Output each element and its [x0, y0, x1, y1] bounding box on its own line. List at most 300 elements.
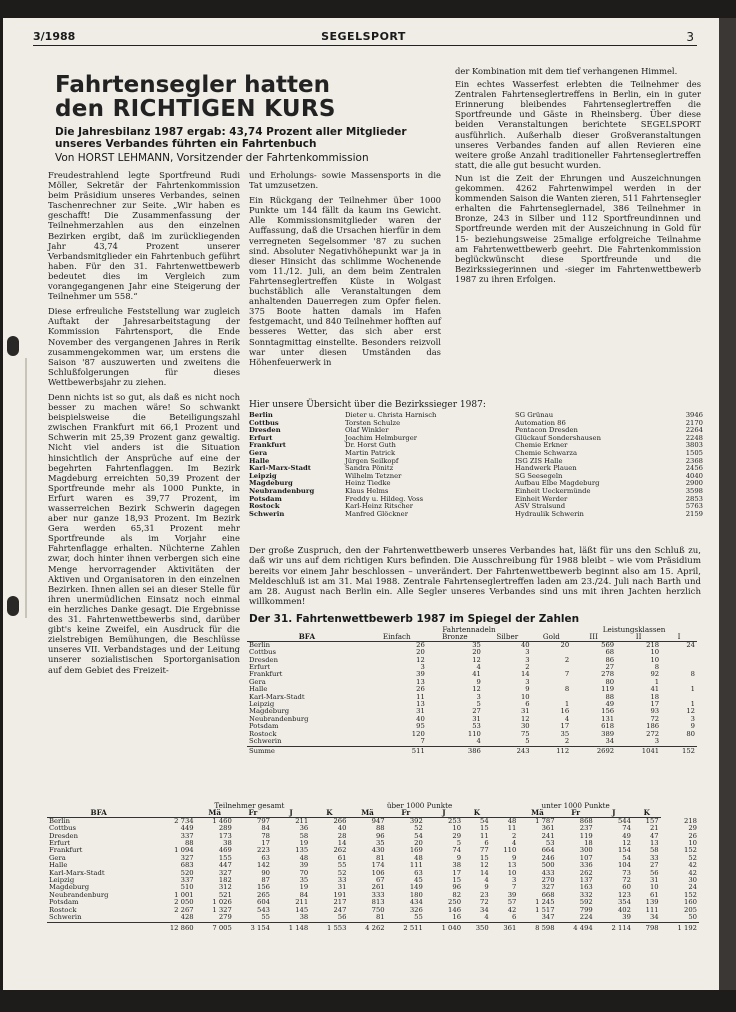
- table-cell: 156: [601, 707, 615, 716]
- table-cell: 798: [633, 922, 661, 932]
- winner-bezirk: Gera: [249, 448, 268, 457]
- table-cell: 87: [261, 876, 271, 885]
- table-cell: 347: [541, 913, 555, 922]
- table-cell: 799: [579, 905, 593, 914]
- table-row: [247, 694, 697, 701]
- table-cell: 247: [333, 905, 347, 914]
- table-cell: 5: [456, 839, 462, 848]
- table-cell: 668: [541, 890, 555, 899]
- table-cell: 40: [416, 714, 425, 723]
- table-sum-row: [247, 746, 697, 755]
- winner-bezirk: Halle: [249, 456, 270, 465]
- table-cell: 15: [480, 824, 489, 833]
- paragraph: Nun ist die Zeit der Ehrungen und Auszeichnungen gekommen. 4262 Fahrtenwimpel werden in der kommenden Saison die Wanten zieren, 511 Fahrtensegler erhalten die Fahrtenseglernadel, 386 Teilnehmer in Bronze, 243 in Silber und 112 Sportfreundinnen und Sportfreunde werden mit der Auszeichnung in Gold für 15- beziehungsweise 25malige erfolgreiche Teilnahme am Fahrtenwettbewerb geehrt. Die Fahrtenkommission beglückwünscht diese Sportfreunde und die Bezirkssiegerinnen und -sieger im Fahrtenwettbewerb 1987 zu ihren Erfolgen.: [455, 172, 701, 284]
- table-cell: 12: [520, 714, 530, 723]
- table-row: [47, 907, 699, 914]
- table-cell: 592: [579, 898, 593, 907]
- winner-name: Wilhelm Tetzner: [345, 471, 402, 480]
- table-cell: 868: [579, 816, 593, 825]
- table-cell: 33: [337, 876, 347, 885]
- table-cell: 107: [579, 853, 593, 862]
- table-group-cell: Leistungsklassen: [602, 625, 666, 634]
- table-row: [47, 817, 699, 825]
- winner-bezirk: Neubrandenburg: [249, 486, 315, 495]
- table-cell: 49: [605, 700, 615, 709]
- table-cell: Erfurt: [249, 663, 271, 672]
- table-cell: 53: [472, 722, 481, 731]
- table-cell: 3: [512, 876, 517, 885]
- table-cell: 2 734: [174, 816, 194, 825]
- table-cell: 270: [541, 876, 555, 885]
- table-cell: 119: [601, 685, 615, 694]
- table-cell: 30: [688, 876, 697, 885]
- table-cell: 84: [299, 890, 309, 899]
- paragraph: der Kombination mit dem tief verhangenen Himmel.: [455, 66, 678, 76]
- table-cell: 31: [416, 707, 425, 716]
- paragraph: Denn nichts ist so gut, als daß es nicht noch besser zu machen wäre! So schwankt beispielsweise die Beteiligungszahl zwischen Frankfurt mit 66,1 Prozent und Schwerin mit 25,39 Prozent ganz gewaltig. Nicht viel anders ist die Situation hinsichtlich der Ansprüche auf eine der begehrten Fahrtenflaggen. Im Bezirk Magdeburg erreichten 50,39 Prozent der Sportfreunde mehr als 1000 Punkte, in Erfurt waren es 39,77 Prozent, im wasserreichen Bezirk Schwerin dagegen aber nur ganze 18,93 Prozent. Im Bezirk Gera werden 65,31 Prozent mehr Sportfreunde als im Vorjahr eine Fahrtenflagge erhalten. Nüchterne Zahlen zwar, doch hinter ihnen verbergen sich eine Menge hervorragender Aktivitäten der Aktiven und Organisatoren in den einzelnen Bezirken. Ihnen allen sei an dieser Stelle für ihren unermüdlichen Einsatz noch einmal ein herzliches Danke gesagt. Die Ergebnisse des 31. Fahrtenwettbewerbs sind, darüber gibt's keine Zweifel, ein Ausdruck für die zielstrebigen Bemühungen, die Beschlüsse unseres VII. Verbandstages und der Leitung unserer sozialistischen Sportorganisation auf dem Gebiet des Freizeit-: [48, 391, 240, 675]
- table-cell: 96: [452, 883, 462, 892]
- table-cell: 569: [601, 640, 615, 649]
- winner-club: ASV Stralsund: [515, 502, 566, 511]
- table-cell: 81: [375, 913, 385, 922]
- table-cell: 278: [601, 670, 615, 679]
- table-cell: [661, 649, 697, 656]
- table-cell: 47: [649, 831, 659, 840]
- table-header-cell: K: [310, 809, 348, 817]
- winner-row: [249, 442, 703, 450]
- awards-table: [247, 626, 697, 755]
- table-header-cell: I: [661, 633, 697, 641]
- table-cell: 12: [686, 707, 695, 716]
- winner-points: 2159: [685, 509, 703, 518]
- table-cell: 1 553: [310, 922, 348, 932]
- table-cell: 237: [579, 824, 593, 833]
- table-cell: 12: [416, 655, 425, 664]
- table-cell: 2 511: [387, 922, 425, 932]
- table-cell: Schwerin: [249, 737, 282, 746]
- winner-points: 3946: [685, 411, 703, 419]
- table-cell: 4: [512, 839, 517, 848]
- table-cell: 217: [333, 898, 347, 907]
- table-cell: 27: [472, 707, 481, 716]
- winner-name: Klaus Helms: [345, 486, 389, 495]
- table-cell: 36: [299, 824, 309, 833]
- table-cell: 434: [409, 898, 423, 907]
- table-cell: 21: [649, 824, 659, 833]
- table-cell: 186: [646, 722, 660, 731]
- byline: Von HORST LEHMANN, Vorsitzender der Fahrtenkommission: [55, 152, 369, 164]
- table-cell: 131: [601, 714, 615, 723]
- table-cell: 45: [414, 876, 423, 885]
- table-cell: 618: [601, 722, 615, 731]
- table-cell: 253: [448, 816, 462, 825]
- table-cell: 6: [484, 839, 489, 848]
- winner-name: Torsten Schulze: [345, 418, 401, 427]
- table-cell: 173: [218, 831, 232, 840]
- table-group-cell: über 1000 Punkte: [386, 801, 453, 810]
- table-cell: 272: [646, 729, 660, 738]
- table-cell: 664: [541, 846, 555, 855]
- winner-name: Martin Patrick: [345, 448, 396, 457]
- table-cell: 327: [541, 883, 555, 892]
- table-cell: 333: [371, 890, 385, 899]
- table-header-cell: II: [616, 633, 661, 641]
- table-cell: 10: [507, 868, 517, 877]
- winner-name: Heinz Tiedke: [345, 479, 391, 488]
- table-cell: 52: [414, 824, 423, 833]
- table-cell: 3: [654, 737, 660, 746]
- table-cell: 1 327: [212, 905, 232, 914]
- paragraph: und Erholungs- sowie Massensports in die Tat umzusetzen.: [249, 170, 441, 191]
- paragraph: Freudestrahlend legte Sportfreund Rudi Möller, Sekretär der Fahrtenkommission beim Präsidium unseres Verbandes, seinen Taschenrechner zur Seite. „Wir haben es geschafft! Die Zusammenfassung der Teilnehmerzahlen aus den einzelnen Bezirken ergibt, daß im zurückliegenden Jahr 43,74 Prozent unserer Verbandsmitglieder ein Fahrtenbuch geführt haben. Für den 31. Fahrtenwettbewerb bedeutet dies im Vergleich zum vorangegangenen Jahr eine Steigerung der Teilnehmer um 558.“: [48, 170, 240, 302]
- table-cell: 111: [645, 905, 659, 914]
- punch-hole: [7, 596, 19, 616]
- table-cell: Karl-Marx-Stadt: [249, 692, 305, 701]
- table-cell: 155: [218, 853, 232, 862]
- table-cell: Erfurt: [49, 839, 71, 848]
- participants-table: [47, 802, 699, 932]
- table-cell: Berlin: [249, 640, 270, 649]
- winner-name: Dr. Horst Guth: [345, 441, 396, 450]
- table-cell: 544: [617, 816, 631, 825]
- table-cell: Neubrandenburg: [249, 714, 309, 723]
- table-cell: 428: [180, 913, 194, 922]
- table-cell: 1 094: [174, 846, 194, 855]
- table-cell: 163: [579, 883, 593, 892]
- table-cell: 34: [649, 913, 659, 922]
- table-cell: 13: [416, 677, 425, 686]
- table-cell: 19: [299, 883, 309, 892]
- table-cell: 4: [476, 737, 481, 746]
- table-cell: 10: [688, 839, 697, 848]
- table-cell: 92: [650, 670, 660, 679]
- table-cell: 30: [520, 722, 530, 731]
- table-cell: 312: [218, 883, 232, 892]
- table-cell: 149: [409, 883, 423, 892]
- table-cell: 1 460: [212, 816, 232, 825]
- table-cell: 29: [688, 824, 697, 833]
- winner-name: Olaf Winkler: [345, 426, 389, 435]
- table-cell: 84: [261, 824, 271, 833]
- table-cell: 17: [650, 700, 660, 709]
- table-cell: 110: [467, 729, 481, 738]
- table-cell: 111: [409, 861, 423, 870]
- winner-club: Hydraulik Schwerin: [515, 509, 584, 518]
- table-cell: 8: [564, 685, 570, 694]
- table-row: [47, 825, 699, 832]
- issue-number: 3/1988: [33, 30, 76, 43]
- table-cell: 146: [448, 905, 462, 914]
- table-title: Der 31. Fahrtenwettbewerb 1987 im Spiegel der Zahlen: [249, 613, 580, 625]
- table-cell: 28: [337, 831, 347, 840]
- table-cell: 31: [649, 876, 659, 885]
- table-cell: 12 860: [150, 922, 195, 932]
- table-cell: 137: [579, 876, 593, 885]
- table-cell: 182: [218, 876, 232, 885]
- page-number: 3: [686, 30, 694, 44]
- table-cell: 24: [688, 883, 697, 892]
- table-cell: 8: [654, 663, 660, 672]
- table-cell: 75: [520, 729, 530, 738]
- table-cell: Potsdam: [49, 898, 79, 907]
- winner-row: [249, 473, 703, 481]
- table-cell: 156: [257, 883, 271, 892]
- table-cell: 40: [337, 824, 347, 833]
- table-cell: 2692: [571, 746, 616, 755]
- table-cell: 80: [686, 729, 695, 738]
- table-cell: 389: [601, 729, 615, 738]
- table-cell: 10: [520, 692, 530, 701]
- table-cell: 1 001: [174, 890, 194, 899]
- table-cell: 337: [180, 831, 194, 840]
- table-cell: 6: [525, 700, 530, 709]
- table-cell: 16: [560, 707, 570, 716]
- table-cell: 154: [617, 846, 631, 855]
- table-cell: 9: [512, 853, 517, 862]
- table-cell: 2 114: [595, 922, 633, 932]
- table-cell: 20: [472, 648, 481, 657]
- table-cell: 38: [223, 839, 232, 848]
- table-cell: 56: [649, 868, 659, 877]
- table-cell: 218: [646, 640, 660, 649]
- table-cell: 174: [371, 861, 385, 870]
- table-cell: 82: [452, 890, 462, 899]
- table-cell: 57: [507, 898, 517, 907]
- table-cell: 8: [690, 670, 695, 679]
- winner-club: Aufbau Elbe Magdeburg: [515, 479, 600, 488]
- table-cell: 543: [257, 905, 271, 914]
- table-cell: 520: [180, 868, 194, 877]
- winner-points: 2853: [685, 494, 703, 503]
- table-cell: 1 787: [535, 816, 555, 825]
- winner-bezirk: Cottbus: [249, 418, 279, 427]
- table-cell: 511: [367, 746, 427, 755]
- table-header-cell: J: [272, 809, 310, 817]
- winner-row: [249, 427, 703, 435]
- table-cell: 17: [261, 839, 271, 848]
- table-cell: 95: [416, 722, 425, 731]
- table-cell: 3: [690, 714, 695, 723]
- table-cell: 88: [605, 692, 615, 701]
- table-cell: 3: [420, 663, 425, 672]
- table-cell: 14: [520, 670, 530, 679]
- table-header-cell: K: [633, 809, 661, 817]
- table-cell: 54: [414, 831, 423, 840]
- table-cell: 63: [414, 868, 423, 877]
- table-cell: 4: [484, 876, 489, 885]
- table-cell: 10: [650, 655, 660, 664]
- winner-club: Chemie Erkner: [515, 441, 568, 450]
- binder-edge: [719, 18, 736, 990]
- table-cell: 23: [480, 890, 489, 899]
- table-cell: 12: [622, 839, 631, 848]
- table-cell: 35: [472, 640, 481, 649]
- table-cell: 4: [476, 663, 481, 672]
- table-cell: 40: [520, 640, 530, 649]
- paragraph: Diese erfreuliche Feststellung war zugleich Auftakt der Jahresarbeitstagung der Kommission Fahrtensport, die Ende November des vergangenen Jahres in Rerik zusammengekommen war, um erstens die Saison '87 auszuwerten und zweitens die Schlußfolgerungen für dieses Wettbewerbsjahr zu ziehen.: [48, 306, 240, 387]
- table-cell: 180: [409, 890, 423, 899]
- table-cell: 332: [579, 890, 593, 899]
- table-cell: 261: [371, 883, 385, 892]
- table-cell: 10: [452, 824, 462, 833]
- table-cell: 241: [541, 831, 555, 840]
- table-row: [47, 870, 699, 877]
- table-cell: 35: [375, 839, 385, 848]
- winner-club: Einheit Werder: [515, 494, 568, 503]
- table-cell: 106: [371, 868, 385, 877]
- table-cell: Magdeburg: [49, 883, 90, 892]
- table-cell: 110: [503, 846, 517, 855]
- table-cell: 326: [409, 905, 423, 914]
- winner-bezirk: Magdeburg: [249, 479, 293, 488]
- table-cell: 1 040: [425, 922, 463, 932]
- table-cell: 3: [525, 648, 530, 657]
- table-cell: 361: [541, 824, 555, 833]
- table-cell: 63: [261, 853, 271, 862]
- magazine-page: [3, 18, 719, 990]
- winner-club: ISG ZIS Halle: [515, 456, 563, 465]
- table-cell: Rostock: [49, 905, 77, 914]
- table-cell: 17: [452, 868, 462, 877]
- table-cell: 8 598: [518, 922, 556, 932]
- article-column-1: [48, 170, 240, 680]
- table-cell: 81: [375, 853, 385, 862]
- table-cell: 86: [605, 655, 615, 664]
- table-cell: 68: [605, 648, 615, 657]
- table-header-cell: Gold: [532, 633, 572, 641]
- table-cell: 500: [541, 861, 555, 870]
- table-cell: 88: [375, 824, 385, 833]
- table-row: [247, 671, 697, 678]
- winner-row: [249, 465, 703, 473]
- table-cell: 39: [299, 861, 309, 870]
- table-cell: 337: [180, 876, 194, 885]
- table-cell: 7: [564, 670, 570, 679]
- punch-hole: [7, 336, 19, 356]
- table-header-cell: Mä: [518, 809, 556, 817]
- table-cell: 33: [649, 853, 659, 862]
- table-cell: 90: [261, 868, 271, 877]
- table-group-cell: unter 1000 Punkte: [541, 801, 610, 810]
- winner-name: Sandra Pönitz: [345, 464, 394, 473]
- headline-line-1: Fahrtensegler hatten: [55, 72, 331, 98]
- table-cell: 1041: [616, 746, 661, 755]
- table-cell: 13: [507, 861, 517, 870]
- table-cell: 42: [507, 905, 517, 914]
- table-cell: 1 026: [212, 898, 232, 907]
- table-cell: 52: [337, 868, 347, 877]
- table-cell: 73: [622, 868, 631, 877]
- table-cell: 48: [507, 816, 517, 825]
- table-cell: 41: [472, 670, 481, 679]
- table-cell: Cottbus: [49, 824, 76, 833]
- winner-club: Glückauf Sondershausen: [515, 433, 601, 442]
- table-cell: 152: [684, 846, 697, 855]
- table-cell: 42: [688, 868, 697, 877]
- table-cell: 27: [649, 861, 659, 870]
- table-cell: 72: [480, 898, 489, 907]
- winner-row: [249, 450, 703, 458]
- table-cell: 54: [480, 816, 489, 825]
- table-cell: 53: [545, 839, 555, 848]
- winner-row: [249, 480, 703, 488]
- table-cell: 9: [484, 883, 489, 892]
- table-cell: 104: [617, 861, 631, 870]
- table-cell: 7: [512, 883, 517, 892]
- table-cell: 13: [649, 839, 659, 848]
- table-header-cell: Mä: [196, 809, 234, 817]
- table-cell: 96: [375, 831, 385, 840]
- table-header-cell: Mä: [348, 809, 386, 817]
- table-cell: 35: [299, 876, 309, 885]
- winner-club: Einheit Ueckermünde: [515, 486, 591, 495]
- table-cell: 139: [645, 898, 659, 907]
- table-cell: Potsdam: [249, 722, 279, 731]
- table-cell: 26: [688, 831, 697, 840]
- winner-bezirk: Schwerin: [249, 509, 285, 518]
- table-cell: 300: [579, 846, 593, 855]
- winner-name: Joachim Helmburger: [345, 433, 418, 442]
- table-cell: 39: [507, 890, 517, 899]
- table-cell: 120: [411, 729, 425, 738]
- table-header-cell: J: [595, 809, 633, 817]
- table-cell: 15: [452, 876, 462, 885]
- paragraph: Ein echtes Wasserfest erlebten die Teilnehmer des Zentralen Fahrtenseglertreffens in Berlin, ein in guter Erinnerung bleibendes Fahrtenseglertreffen die Sportfreunde und Gäste in Rheinsberg. Über diese beiden Veranstaltungen berichtete SEGELSPORT ausführlich. Außerhalb dieser Großveranstaltungen unseres Verbandes fanden auf allen Revieren eine weitere große Anzahl traditioneller Fahrtenseglertreffen statt, die alle gut besucht wurden.: [455, 79, 701, 170]
- table-header-cell: BFA: [47, 809, 150, 817]
- header-rule: [33, 45, 697, 46]
- table-cell: 11: [480, 831, 489, 840]
- table-cell: 31: [337, 883, 347, 892]
- table-cell: 41: [650, 685, 660, 694]
- table-cell: Halle: [249, 685, 268, 694]
- table-cell: 20: [416, 648, 425, 657]
- winner-club: Pentacon Dresden: [515, 426, 578, 435]
- table-cell: 3: [525, 655, 530, 664]
- table-header-cell: Fr: [557, 809, 595, 817]
- table-row: [47, 914, 699, 922]
- winner-bezirk: Dresden: [249, 426, 281, 435]
- table-cell: 327: [218, 868, 232, 877]
- table-cell: 78: [261, 831, 271, 840]
- table-cell: 4: [484, 913, 489, 922]
- winner-bezirk: Erfurt: [249, 433, 273, 442]
- table-cell: 61: [337, 853, 347, 862]
- winner-points: 2248: [685, 433, 703, 442]
- winner-row: [249, 435, 703, 443]
- table-group-cell: Fahrtennadeln: [442, 625, 496, 634]
- table-cell: 145: [295, 905, 309, 914]
- table-cell: 191: [333, 890, 347, 899]
- table-cell: 289: [218, 824, 232, 833]
- table-cell: 160: [684, 898, 697, 907]
- table-cell: 35: [560, 729, 570, 738]
- table-cell: 750: [371, 905, 385, 914]
- table-cell: Gera: [249, 677, 266, 686]
- winner-points: 2264: [685, 426, 703, 435]
- table-cell: 336: [579, 861, 593, 870]
- table-cell: 14: [480, 868, 489, 877]
- table-cell: 29: [452, 831, 462, 840]
- table-header-cell: Bronze: [427, 633, 483, 641]
- winner-row: [249, 488, 703, 496]
- table-cell: 58: [299, 831, 309, 840]
- paragraph: Der große Zuspruch, den der Fahrtenwettbewerb unseres Verbandes hat, läßt für uns den Schluß zu, daß wir uns auf dem richtigen Kurs befinden. Die Ausschreibung für 1988 bleibt – wie vom Präsidium bereits vor einem Jahr beschlossen – unverändert. Der Fahrtenwettbewerb beginnt also am 15. April, Meldeschluß ist am 31. Mai 1988. Zentrale Fahrtenseglertreffen laden am 23./24. Juli nach Barth und am 28. August nach Berlin ein. Alle Segler unseres Verbandes sind uns mit ihren Jachten herzlich willkommen!: [249, 546, 701, 608]
- table-cell: 157: [645, 816, 659, 825]
- table-header-cell: Fr: [387, 809, 425, 817]
- table-cell: 4 494: [557, 922, 595, 932]
- table-cell: 55: [337, 861, 347, 870]
- table-cell: Cottbus: [249, 648, 276, 657]
